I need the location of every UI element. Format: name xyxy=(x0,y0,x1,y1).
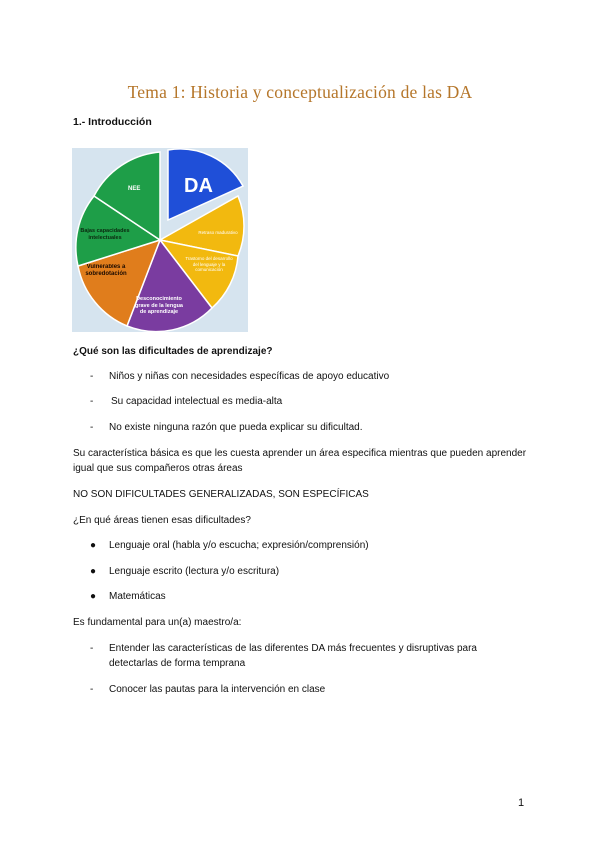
pie-label-desconocimiento: Desconocimiento grave de la lengua de aprendizaje xyxy=(135,296,183,315)
bullet-marker: ● xyxy=(90,540,97,551)
pie-diagram xyxy=(72,148,248,332)
list-dash: - xyxy=(90,684,94,695)
paragraph-line: Su característica básica es que les cuesta aprender un área especifica mientras que pueden aprender xyxy=(73,448,527,459)
list-item: No existe ninguna razón que pueda explicar su dificultad. xyxy=(109,422,363,433)
list-item-continuation: detectarlas de forma temprana xyxy=(109,658,246,669)
list-dash: - xyxy=(90,422,94,433)
list-item: Conocer las pautas para la intervención en clase xyxy=(109,684,326,695)
list-item: Su capacidad intelectual es media-alta xyxy=(111,396,283,407)
paragraph-line: Es fundamental para un(a) maestro/a: xyxy=(73,617,242,628)
pie-label-trastorno: Trastorno del desarrollo del lenguaje y la comunicación xyxy=(185,256,233,272)
pie-label-retraso: Retraso madurativo xyxy=(198,230,238,235)
bullet-marker: ● xyxy=(90,591,97,602)
da-pie-figure xyxy=(72,148,248,332)
question-what-are-da: ¿Qué son las dificultades de aprendizaje? xyxy=(73,346,273,357)
question-which-areas: ¿En qué áreas tienen esas dificultades? xyxy=(73,515,251,526)
pie-label-da: DA xyxy=(184,175,213,197)
list-item: Lenguaje oral (habla y/o escucha; expresión/comprensión) xyxy=(109,540,369,551)
list-dash: - xyxy=(90,396,94,407)
section-heading: 1.- Introducción xyxy=(73,116,152,128)
pie-label-capacidades: Bajas capacidades intelectuales xyxy=(80,228,130,241)
page-title: Tema 1: Historia y conceptualización de las DA xyxy=(127,82,473,102)
list-dash: - xyxy=(90,643,94,654)
list-item: Matemáticas xyxy=(109,591,166,602)
pie-label-vulnerables: Vulnerables a sobredotación xyxy=(85,264,127,277)
page-number: 1 xyxy=(518,797,525,809)
list-dash: - xyxy=(90,371,94,382)
list-item: Lenguaje escrito (lectura y/o escritura) xyxy=(109,566,280,577)
pie-label-nee: NEE xyxy=(128,186,141,192)
bullet-marker: ● xyxy=(90,566,97,577)
list-item: Entender las características de las diferentes DA más frecuentes y disruptivas para xyxy=(109,643,477,654)
statement-line: NO SON DIFICULTADES GENERALIZADAS, SON ESPECÍFICAS xyxy=(73,489,369,500)
paragraph-line: igual que sus compañeros otras áreas xyxy=(73,463,243,474)
list-item: Niños y niñas con necesidades específicas de apoyo educativo xyxy=(109,371,390,382)
